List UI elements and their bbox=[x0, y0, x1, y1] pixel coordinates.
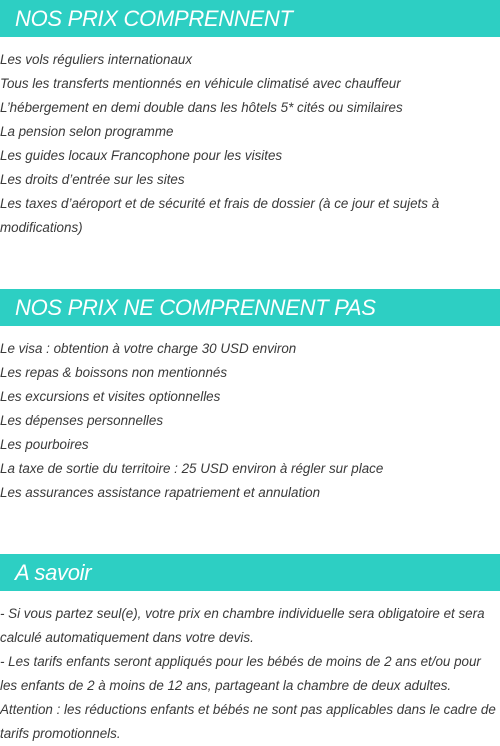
list-item: Les repas & boissons non mentionnés bbox=[0, 365, 228, 380]
a-savoir-list bbox=[0, 602, 500, 746]
list-item: Attention : les réductions enfants et bébés ne sont pas applicables dans le cadre de tarifs promotionnels. bbox=[0, 702, 496, 741]
list-item: Les vols réguliers internationaux bbox=[0, 52, 193, 67]
section-header-not-included: NOS PRIX NE COMPRENNENT PAS bbox=[0, 289, 500, 326]
list-item: Les pourboires bbox=[0, 437, 89, 452]
list-item: Les taxes d’aéroport et de sécurité et frais de dossier (à ce jour et sujets à modifications) bbox=[0, 196, 440, 235]
list-item: Les droits d’entrée sur les sites bbox=[0, 172, 185, 187]
list-item: Les excursions et visites optionnelles bbox=[0, 389, 221, 404]
list-item: Tous les transferts mentionnés en véhicule climatisé avec chauffeur bbox=[0, 76, 401, 91]
list-item: La pension selon programme bbox=[0, 124, 174, 139]
list-item: Les guides locaux Francophone pour les visites bbox=[0, 148, 283, 163]
section-header-included: NOS PRIX COMPRENNENT bbox=[0, 0, 500, 37]
list-item: Les assurances assistance rapatriement et annulation bbox=[0, 485, 321, 500]
list-item: - Les tarifs enfants seront appliqués pour les bébés de moins de 2 ans et/ou pour les enfants de 2 à moins de 12 ans, partageant la chambre de deux adultes. bbox=[0, 654, 481, 693]
list-item: Le visa : obtention à votre charge 30 USD environ bbox=[0, 341, 297, 356]
not-included-list bbox=[0, 337, 500, 505]
list-item: - Si vous partez seul(e), votre prix en chambre individuelle sera obligatoire et sera calculé automatiquement dans votre devis. bbox=[0, 606, 485, 645]
included-list bbox=[0, 48, 500, 240]
list-item: L’hébergement en demi double dans les hôtels 5* cités ou similaires bbox=[0, 100, 403, 115]
section-header-a-savoir: A savoir bbox=[0, 554, 500, 591]
list-item: Les dépenses personnelles bbox=[0, 413, 164, 428]
list-item: La taxe de sortie du territoire : 25 USD environ à régler sur place bbox=[0, 461, 384, 476]
